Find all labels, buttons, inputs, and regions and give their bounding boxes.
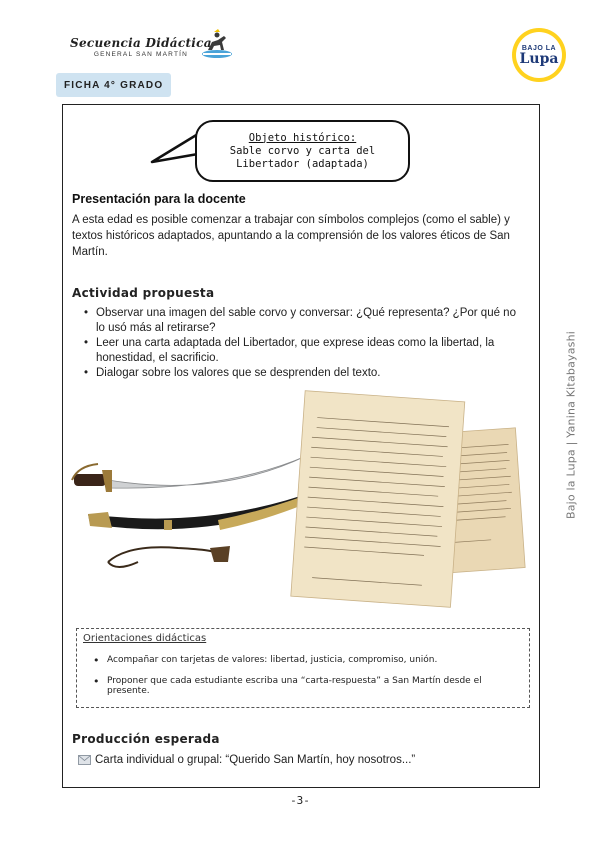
- expected-output-text: Carta individual o grupal: “Querido San Martín, hoy nosotros...”: [95, 754, 416, 766]
- expected-output-line: [78, 754, 415, 766]
- grade-badge: FICHA 4° GRADO: [56, 73, 171, 97]
- guideline-item: • Acompañar con tarjetas de valores: libertad, justicia, compromiso, unión.: [91, 655, 521, 665]
- author-credit: [561, 330, 581, 520]
- presentation-heading: Presentación para la docente: [72, 192, 246, 206]
- bubble-line2: Libertador (adaptada): [236, 157, 369, 170]
- activity-heading: Actividad propuesta: [72, 286, 215, 300]
- logo-line1: BAJO LA: [521, 44, 557, 52]
- presentation-text: A esta edad es posible comenzar a trabajar con símbolos complejos (como el sable) y textos históricos adaptados, apuntando a la comprensión de los valores éticos de San Martín.: [72, 214, 510, 258]
- expected-output-heading: Producción esperada: [72, 732, 220, 746]
- author-credit-text: Bajo la Lupa | Yanina Kitabayashi: [564, 330, 578, 520]
- guidelines-title: Orientaciones didácticas: [83, 633, 207, 644]
- envelope-icon: [78, 755, 91, 765]
- brand-title: [70, 36, 212, 58]
- activity-item: • Dialogar sobre los valores que se desprenden del texto.: [82, 366, 528, 381]
- object-speech-bubble: [195, 120, 410, 182]
- activity-item: • Observar una imagen del sable corvo y conversar: ¿Qué representa? ¿Por qué no lo usó más al retirarse?: [82, 306, 528, 336]
- page-number: -3-: [290, 794, 310, 807]
- historical-letter-image: [278, 386, 538, 612]
- bubble-title: Objeto histórico:: [248, 131, 357, 144]
- guidelines-list: [91, 655, 521, 707]
- activity-item: • Leer una carta adaptada del Libertador, que exprese ideas como la libertad, la honestidad, el sacrificio.: [82, 336, 528, 366]
- logo-line2: Lupa: [519, 50, 559, 67]
- bubble-line1: Sable corvo y carta del: [229, 144, 376, 157]
- horse-rider-emblem-icon: [200, 28, 234, 60]
- brand-line1: Secuencia Didáctica: [70, 36, 212, 50]
- guideline-item: • Proponer que cada estudiante escriba una “carta-respuesta” a San Martín desde el presente.: [91, 676, 521, 696]
- didactic-guidelines-box: [76, 628, 530, 708]
- brand-line2: GENERAL SAN MARTÍN: [93, 51, 189, 58]
- activity-list: [82, 306, 528, 381]
- bajo-la-lupa-logo: [512, 28, 566, 82]
